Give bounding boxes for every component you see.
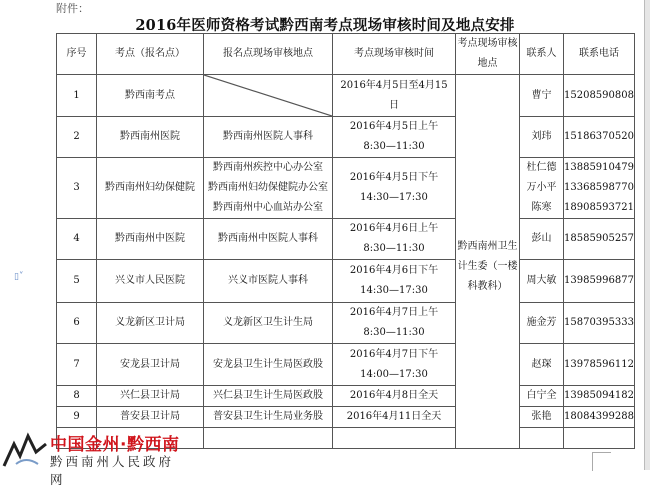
contact-person: 周大敏: [520, 260, 564, 303]
exam-review-location: 黔西南州卫生计生委（一楼科教科）: [456, 75, 520, 449]
review-time: 2016年4月5日上午 8:30—11:30: [333, 117, 456, 158]
review-time: 2016年4月11日全天: [333, 407, 456, 428]
contact-phone: 13985094182: [564, 386, 635, 407]
table-row: [57, 158, 635, 219]
header-cell: 考点（报名点）: [97, 34, 204, 75]
contact-phone: 15208590808: [564, 75, 635, 117]
table-row: [57, 386, 635, 407]
review-place-empty: [204, 75, 333, 117]
exam-site: 兴仁县卫计局: [97, 386, 204, 407]
table-header-row: [57, 34, 635, 75]
table-row: [57, 75, 635, 117]
contact-phone: 15870395333: [564, 303, 635, 344]
table-row: [57, 407, 635, 428]
contact-phone: 18585905257: [564, 219, 635, 260]
empty-cell: [520, 428, 564, 449]
contact-phone: 15186370520: [564, 117, 635, 158]
review-place: 安龙县卫生计生局医政股: [204, 344, 333, 386]
diagonal-line: [204, 75, 332, 116]
schedule-table: [56, 33, 635, 449]
row-number: 7: [57, 344, 97, 386]
empty-cell: [204, 428, 333, 449]
mountain-logo-icon: [2, 430, 48, 470]
window-edge: [644, 0, 650, 470]
exam-site: 兴义市人民医院: [97, 260, 204, 303]
contact-phone: 13985996877: [564, 260, 635, 303]
review-place: 兴义市医院人事科: [204, 260, 333, 303]
review-time: 2016年4月7日上午 8:30—11:30: [333, 303, 456, 344]
review-time: 2016年4月8日全天: [333, 386, 456, 407]
header-cell: 联系人: [520, 34, 564, 75]
attachment-label: 附件：: [56, 2, 89, 15]
exam-site: 黔西南州医院: [97, 117, 204, 158]
contact-person: 杜仁德 万小平 陈寒: [520, 158, 564, 219]
exam-site: 黔西南州妇幼保健院: [97, 158, 204, 219]
row-number: 9: [57, 407, 97, 428]
header-cell: 考点现场审核地点: [456, 34, 520, 75]
empty-cell: [564, 428, 635, 449]
review-place: 义龙新区卫生计生局: [204, 303, 333, 344]
site-logo: [2, 430, 182, 487]
document-icon: ▯˅: [14, 272, 24, 282]
header-cell: 联系电话: [564, 34, 635, 75]
table-row: [57, 260, 635, 303]
review-place: 黔西南州医院人事科: [204, 117, 333, 158]
contact-person: 白宁全: [520, 386, 564, 407]
contact-person: 赵琛: [520, 344, 564, 386]
contact-phone: 13978596112: [564, 344, 635, 386]
exam-site: 义龙新区卫计局: [97, 303, 204, 344]
table-row: [57, 117, 635, 158]
row-number: 6: [57, 303, 97, 344]
page-corner-mark: [592, 452, 611, 471]
contact-person: 张艳: [520, 407, 564, 428]
review-time: 2016年4月5日至4月15日: [333, 75, 456, 117]
review-place: 黔西南州中医院人事科: [204, 219, 333, 260]
contact-person: 曹宁: [520, 75, 564, 117]
contact-person: 彭山: [520, 219, 564, 260]
exam-site: 安龙县卫计局: [97, 344, 204, 386]
table-row: [57, 303, 635, 344]
review-place: 兴仁县卫生计生局医政股: [204, 386, 333, 407]
row-number: 2: [57, 117, 97, 158]
row-number: 3: [57, 158, 97, 219]
row-number: 1: [57, 75, 97, 117]
exam-site: 黔西南州中医院: [97, 219, 204, 260]
review-time: 2016年4月7日下午 14:00—17:30: [333, 344, 456, 386]
logo-subtext: 黔西南州人民政府网: [50, 454, 175, 487]
contact-person: 施金芳: [520, 303, 564, 344]
row-number: 4: [57, 219, 97, 260]
table-row: [57, 219, 635, 260]
logo-text: 中国金州·黔西南: [50, 435, 180, 455]
review-time: 2016年4月6日下午 14:30—17:30: [333, 260, 456, 303]
review-time: 2016年4月6日上午 8:30—11:30: [333, 219, 456, 260]
contact-phone: 18084399288: [564, 407, 635, 428]
review-time: 2016年4月5日下午 14:30—17:30: [333, 158, 456, 219]
exam-site: 黔西南考点: [97, 75, 204, 117]
row-number: 5: [57, 260, 97, 303]
header-cell: 考点现场审核时间: [333, 34, 456, 75]
row-number: 8: [57, 386, 97, 407]
table-row: [57, 344, 635, 386]
header-cell: 序号: [57, 34, 97, 75]
review-place: 黔西南州疾控中心办公室 黔西南州妇幼保健院办公室 黔西南州中心血站办公室: [204, 158, 333, 219]
exam-site: 普安县卫计局: [97, 407, 204, 428]
empty-cell: [333, 428, 456, 449]
document-title: 2016年医师资格考试黔西南考点现场审核时间及地点安排: [135, 17, 515, 34]
contact-person: 刘玮: [520, 117, 564, 158]
header-cell: 报名点现场审核地点: [204, 34, 333, 75]
contact-phone: 13885910479 13368598770 18908593721: [564, 158, 635, 219]
review-place: 普安县卫生计生局业务股: [204, 407, 333, 428]
